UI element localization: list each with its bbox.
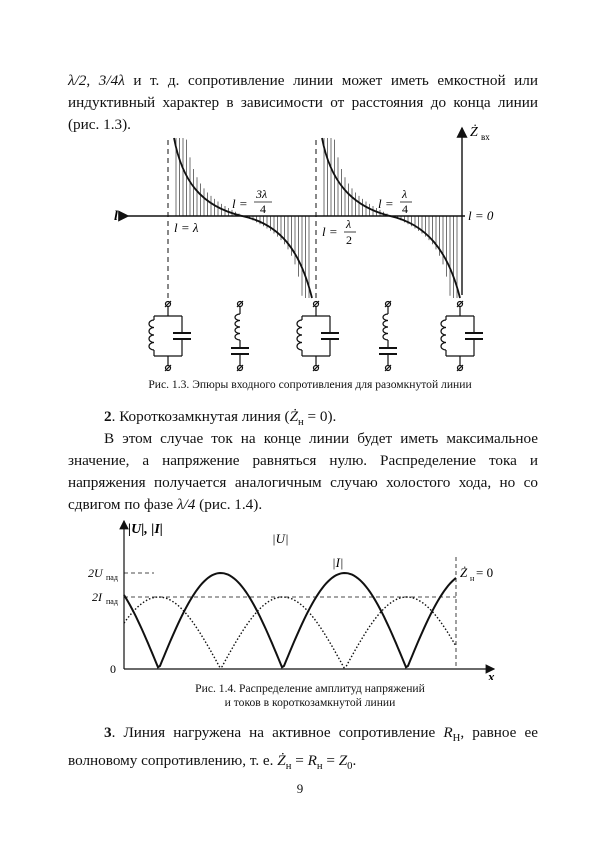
fig13-circuits (149, 301, 483, 371)
section-3-paragraph (68, 722, 538, 778)
figure-1-4-caption-line1: Рис. 1.4. Распределение амплитуд напряжений (195, 682, 425, 695)
fig14-label-2U-sub: пад (106, 573, 118, 582)
fig13-label-lambda: l = λ (174, 220, 199, 235)
figure-1-4-caption (100, 682, 520, 710)
section-3-text2: , равное ее волновому сопротивлению, т. е. (68, 724, 538, 770)
fig13-label-lambda4-num: λ (402, 187, 408, 201)
figure-1-3 (100, 120, 520, 380)
fig13-y-label: Ż (470, 125, 478, 140)
fig13-y-label-sub: вх (481, 132, 490, 142)
section-3-number: 3 (104, 724, 112, 741)
paragraph-2-text: В этом случае ток на конце линии будет иметь максимальное значение, а напряжение равняться нулю. Распределение тока и напряжения получается аналогичным случаю холостого хода, но со сдвигом по фазе (68, 430, 538, 513)
fig13-label-3lambda-den: 4 (260, 202, 266, 216)
section-3-Z0: Z (338, 752, 348, 770)
section-3-Z0-sub: 0 (347, 761, 353, 773)
section-3-z-sub: н (285, 761, 292, 773)
section-2-z-sub: н (298, 417, 304, 429)
fig14-label-2I-sub: пад (106, 597, 118, 606)
fig13-x-left-label: l (114, 209, 118, 224)
section-3-R2-sub: н (316, 761, 323, 773)
paragraph-2 (68, 428, 538, 516)
figure-1-3-caption: Рис. 1.3. Эпюры входного сопротивления для разомкнутой линии (148, 378, 472, 391)
fig14-zn-eq: = 0 (476, 565, 494, 580)
fig14-curve-U (124, 573, 456, 667)
fig13-label-lambda2-prefix: l = (322, 224, 338, 239)
fig14-label-2I: 2I (92, 590, 102, 604)
section-2-number: 2 (104, 408, 112, 425)
section-3-eq1: = (291, 752, 308, 770)
lambda-symbol: λ (118, 72, 125, 89)
fig14-curve-U-label: |U| (272, 531, 289, 546)
fraction-three-quarters: 3/4 (98, 72, 119, 89)
section-3-R2: R (307, 752, 317, 770)
figure-1-4 (84, 515, 514, 680)
fig14-zn-sub: н (470, 574, 475, 583)
fig13-label-lambda4-prefix: l = (378, 196, 394, 211)
fraction-lambda-half: λ/2 (68, 72, 87, 89)
paragraph-2-end: (рис. 1.4). (199, 496, 263, 513)
section-3-R: R (443, 724, 453, 741)
fig13-label-lambda4-den: 4 (402, 202, 408, 216)
paragraph-2-fraction: λ/4 (176, 496, 196, 513)
fig14-zero: 0 (110, 662, 116, 676)
fig13-label-3lambda-num: 3λ (256, 187, 268, 201)
separator: , (86, 72, 99, 89)
page-number: 9 (296, 781, 304, 796)
section-3-end: . (352, 752, 357, 770)
section-2-eq: = 0). (303, 408, 337, 425)
section-3-z: Ż (277, 752, 286, 770)
fig14-zn-label: Ż (460, 565, 468, 580)
fig14-x-label: x (488, 669, 495, 680)
section-2-title: . Короткозамкнутая линия ( (111, 408, 290, 425)
section-3-eq2: = (322, 752, 339, 770)
section-3-text1: . Линия нагружена на активное сопротивление (111, 724, 444, 741)
fig14-y-label: |U|, |I| (128, 522, 163, 537)
figure-1-4-caption-line2: и токов в короткозамкнутой линии (224, 696, 396, 709)
paragraph-intro-text: и т. д. сопротивление линии может иметь емкостной или индуктивный характер в зависимости от расстояния до конца линии (рис. 1.3). (68, 72, 538, 133)
section-3-R-sub: Н (452, 733, 461, 745)
section-2-z: Ż (289, 408, 299, 425)
fig13-right-label: l = 0 (468, 208, 494, 223)
fig13-label-3lambda-prefix: l = (232, 196, 248, 211)
fig14-curve-I-label: |I| (332, 555, 344, 570)
fig13-label-lambda2-den: 2 (346, 233, 352, 247)
fig14-label-2U: 2U (88, 566, 103, 580)
fig13-label-lambda2-num: λ (346, 217, 352, 231)
